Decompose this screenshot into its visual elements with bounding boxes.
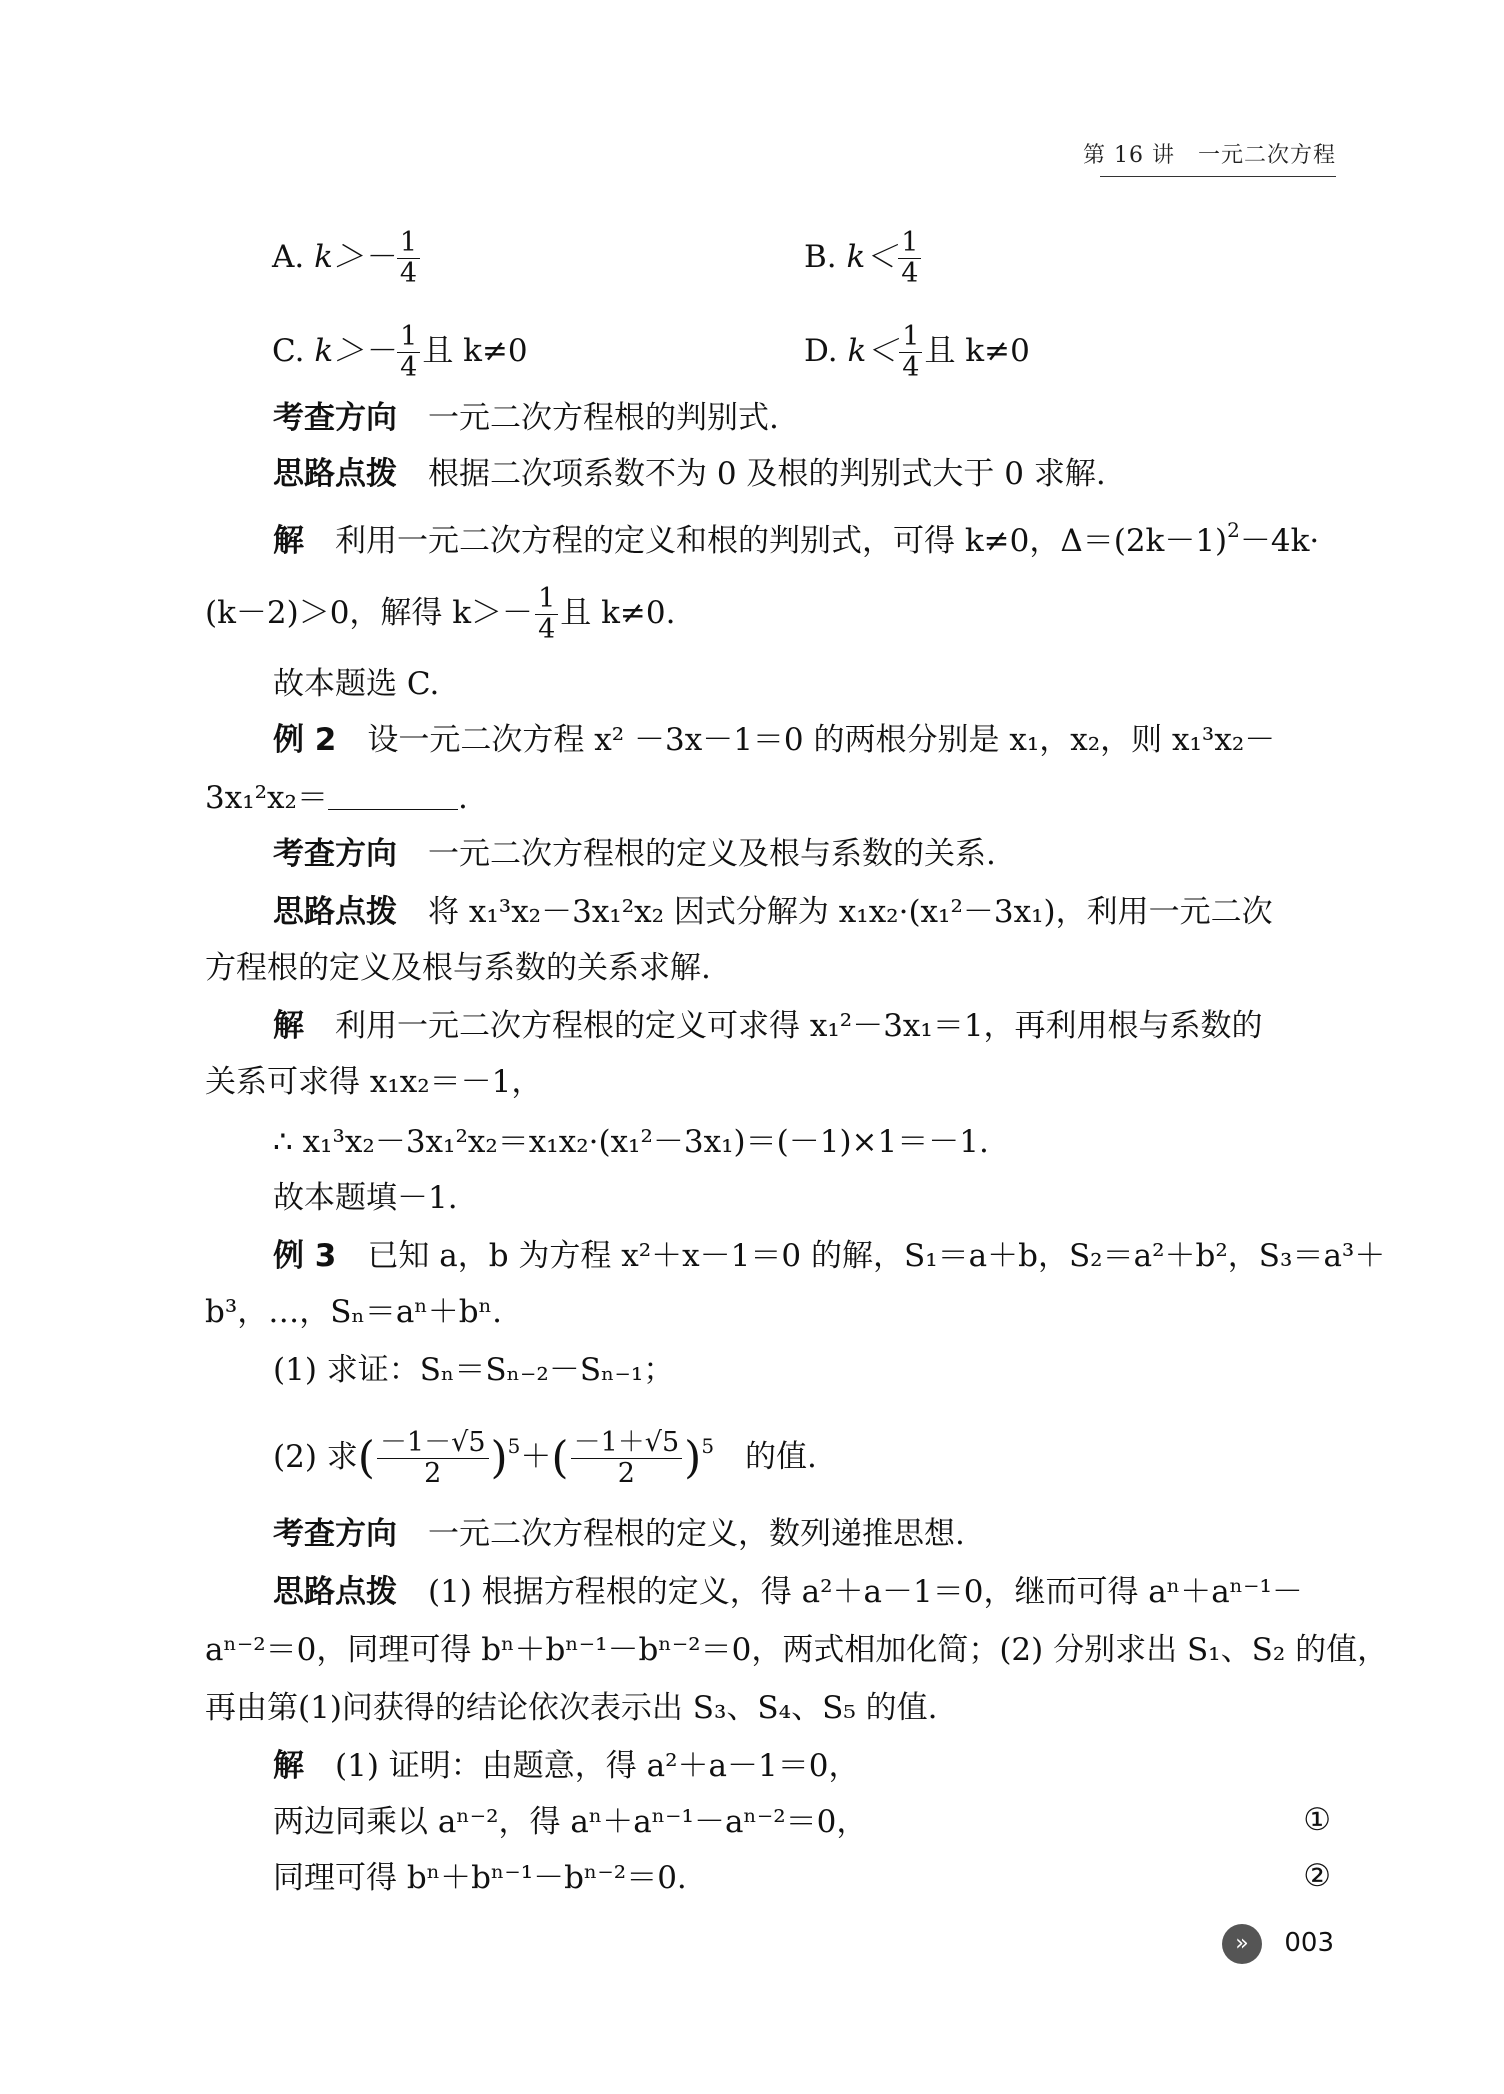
- option-b: B. k＜ $\frac{1}{4}$: [804, 228, 923, 289]
- ex3-question-line1: 例 3 已知 a，b 为方程 x²＋x－1＝0 的解，S₁＝a＋b，S₂＝a²＋b²，S₃＝a³＋: [273, 1238, 1386, 1274]
- equation-mark-1: ①: [1303, 1802, 1331, 1838]
- ex2-answer: 故本题填－1.: [273, 1180, 458, 1216]
- option-c-fraction: $\frac{1}{4}$: [397, 322, 420, 383]
- header-rule: [1100, 176, 1336, 177]
- ex2-silu-line1: 思路点拨 将 x₁³x₂－3x₁²x₂ 因式分解为 x₁x₂·(x₁²－3x₁)，利用一元二次: [273, 894, 1273, 930]
- ex1-kaocha: 考查方向 一元二次方程根的判别式.: [273, 400, 779, 436]
- ex1-fraction: $\frac{1}{4}$: [535, 584, 558, 645]
- option-c: C. k＞－ $\frac{1}{4}$ 且 k≠0: [272, 321, 528, 383]
- option-a-fraction: $\frac{1}{4}$: [397, 228, 420, 289]
- ex3-silu-line3: 再由第(1)问获得的结论依次表示出 S₃、S₄、S₅ 的值.: [205, 1690, 938, 1726]
- ex3-fraction-2: $\frac{-1+√5}{2}$: [571, 1428, 683, 1489]
- option-d: D. k＜ $\frac{1}{4}$ 且 k≠0: [804, 321, 1030, 383]
- option-a: A. k＞－ $\frac{1}{4}$: [272, 228, 422, 289]
- ex3-question-line2: b³，…，Sₙ＝aⁿ＋bⁿ.: [205, 1294, 502, 1330]
- ex2-kaocha: 考查方向 一元二次方程根的定义及根与系数的关系.: [273, 836, 996, 872]
- chapter-header: 第 16 讲 一元二次方程: [1083, 143, 1336, 168]
- option-d-fraction: $\frac{1}{4}$: [899, 322, 922, 383]
- ex3-silu-line1: 思路点拨 (1) 根据方程根的定义，得 a²＋a－1＝0，继而可得 aⁿ＋aⁿ⁻¹－: [273, 1574, 1303, 1610]
- ex2-silu-line2: 方程根的定义及根与系数的关系求解.: [205, 950, 711, 986]
- ex3-part1: (1) 求证：Sₙ＝Sₙ₋₂－Sₙ₋₁；: [273, 1352, 675, 1388]
- ex2-question-line2: 3x₁²x₂＝ .: [205, 780, 468, 816]
- option-b-fraction: $\frac{1}{4}$: [898, 228, 921, 289]
- equation-mark-2: ②: [1303, 1858, 1331, 1894]
- ex2-jie-line1: 解 利用一元二次方程根的定义可求得 x₁²－3x₁＝1，再利用根与系数的: [273, 1008, 1263, 1044]
- ex2-question-line1: 例 2 设一元二次方程 x² －3x－1＝0 的两根分别是 x₁，x₂，则 x₁³x₂－: [273, 722, 1276, 758]
- ex3-part2: (2) 求( $\frac{-1-√5}{2}$ )$^5$＋( $\frac{-1+√5}{2}$ )$^5$ 的值.: [273, 1427, 817, 1489]
- ex1-jie-line2: (k－2)＞0，解得 k＞－ $\frac{1}{4}$ 且 k≠0.: [205, 583, 676, 645]
- ex2-jie-line3: ∴ x₁³x₂－3x₁²x₂＝x₁x₂·(x₁²－3x₁)＝(－1)×1＝－1.: [273, 1124, 989, 1160]
- ex1-jie-line1: 解 利用一元二次方程的定义和根的判别式，可得 k≠0，$\Delta=(2k-1)^2-4k\cdot$: [273, 518, 1320, 559]
- ex3-jie-line3: 同理可得 bⁿ＋bⁿ⁻¹－bⁿ⁻²＝0.: [273, 1860, 687, 1896]
- ex1-answer: 故本题选 C.: [273, 666, 440, 702]
- answer-blank: [328, 783, 458, 810]
- ex1-silu: 思路点拨 根据二次项系数不为 0 及根的判别式大于 0 求解.: [273, 456, 1106, 492]
- double-arrow-right-icon: »: [1222, 1924, 1262, 1964]
- ex2-jie-line2: 关系可求得 x₁x₂＝－1，: [205, 1064, 543, 1100]
- ex3-kaocha: 考查方向 一元二次方程根的定义，数列递推思想.: [273, 1516, 965, 1552]
- ex3-silu-line2: aⁿ⁻²＝0，同理可得 bⁿ＋bⁿ⁻¹－bⁿ⁻²＝0，两式相加化简；(2) 分别求出 S₁、S₂ 的值，: [205, 1632, 1389, 1668]
- ex3-jie-line1: 解 (1) 证明：由题意，得 a²＋a－1＝0，: [273, 1748, 860, 1784]
- ex3-fraction-1: $\frac{-1-√5}{2}$: [377, 1428, 489, 1489]
- ex3-jie-line2: 两边同乘以 aⁿ⁻²，得 aⁿ＋aⁿ⁻¹－aⁿ⁻²＝0，: [273, 1804, 868, 1840]
- page-number: 003: [1284, 1928, 1334, 1958]
